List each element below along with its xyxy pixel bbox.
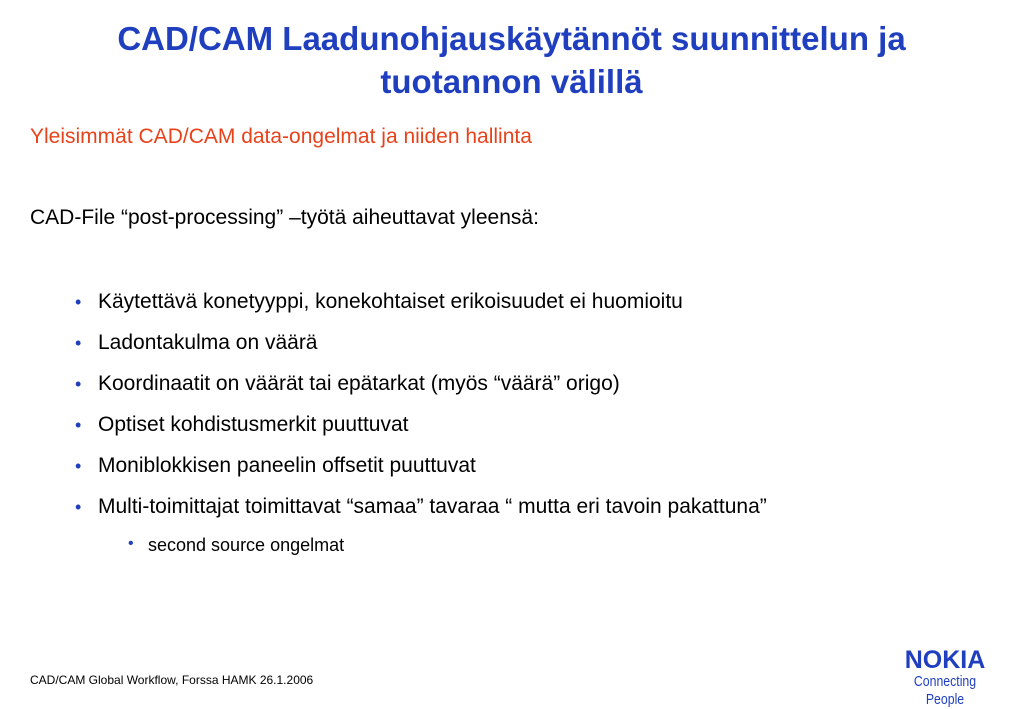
nokia-logo: [884, 646, 1006, 708]
list-item: [75, 454, 995, 495]
sub-list-item: [128, 535, 344, 556]
slide-subtitle: Yleisimmät CAD/CAM data-ongelmat ja niiden hallinta: [30, 125, 532, 148]
slide-title: CAD/CAM Laadunohjauskäytännöt suunnittelun ja tuotannon välillä: [117, 20, 906, 100]
sub-bullet-text: second source ongelmat: [148, 535, 345, 555]
bullet-icon: •: [75, 415, 82, 435]
list-item: [75, 290, 995, 331]
list-item: [75, 372, 995, 413]
footer-text: CAD/CAM Global Workflow, Forssa HAMK 26.1.2006: [30, 673, 314, 687]
logo-wordmark: NOKIA: [904, 646, 986, 674]
bullet-text: Moniblokkisen paneelin offsetit puuttuvat: [98, 454, 476, 477]
bullet-icon: •: [75, 456, 82, 476]
logo-tagline: Connecting People: [913, 673, 977, 708]
bullet-text: Optiset kohdistusmerkit puuttuvat: [98, 413, 409, 436]
lead-text: CAD-File “post-processing” –työtä aiheuttavat yleensä:: [30, 206, 539, 229]
bullet-text: Ladontakulma on väärä: [98, 331, 318, 354]
list-item: [75, 331, 995, 372]
bullet-icon: •: [75, 374, 82, 394]
bullet-list: [75, 290, 995, 536]
list-item: [75, 413, 995, 454]
bullet-icon: •: [75, 333, 82, 353]
bullet-text: Koordinaatit on väärät tai epätarkat (myös “väärä” origo): [98, 372, 620, 395]
bullet-text: Multi-toimittajat toimittavat “samaa” tavaraa “ mutta eri tavoin pakattuna”: [98, 495, 767, 518]
bullet-text: Käytettävä konetyyppi, konekohtaiset erikoisuudet ei huomioitu: [98, 290, 683, 313]
list-item: [75, 495, 995, 536]
bullet-icon: •: [128, 535, 134, 552]
bullet-icon: •: [75, 292, 82, 312]
bullet-icon: •: [75, 497, 82, 517]
